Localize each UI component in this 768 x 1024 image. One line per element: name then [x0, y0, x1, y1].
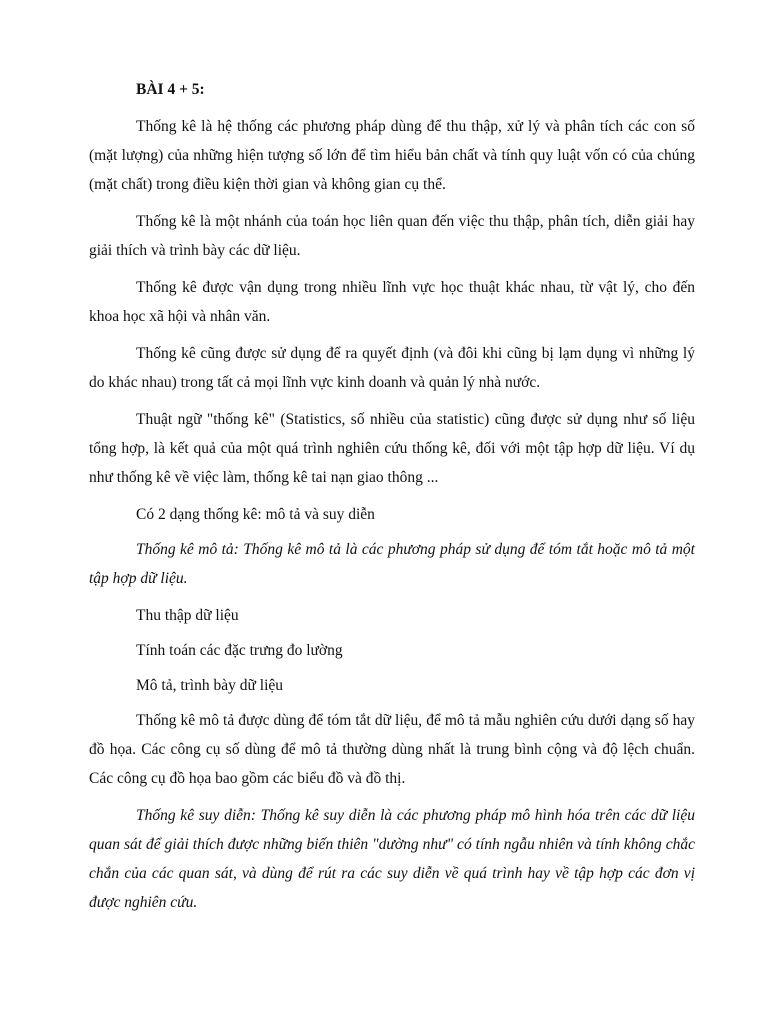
list-item-compute-measures: Tính toán các đặc trưng đo lường: [136, 642, 343, 659]
paragraph-applications: Thống kê được vận dụng trong nhiều lĩnh vực học thuật khác nhau, từ vật lý, cho đến khoa học xã hội và nhân văn.: [89, 279, 695, 325]
list-item-present-data: Mô tả, trình bày dữ liệu: [136, 677, 284, 694]
list-item-collect-data: Thu thập dữ liệu: [136, 607, 239, 624]
paragraph-descriptive-tools: Thống kê mô tả được dùng để tóm tắt dữ liệu, để mô tả mẫu nghiên cứu dưới dạng số hay đồ họa. Các công cụ số dùng để mô tả thường dùng nhất là trung bình cộng và độ lệch chuẩn. Các công cụ đồ họa bao gồm các biểu đồ và đồ thị.: [89, 712, 695, 787]
section-heading: BÀI 4 + 5:: [136, 81, 205, 98]
paragraph-descriptive-definition: Thống kê mô tả: Thống kê mô tả là các phương pháp sử dụng để tóm tắt hoặc mô tả một tập hợp dữ liệu.: [89, 541, 695, 587]
paragraph-terminology: Thuật ngữ "thống kê" (Statistics, số nhiều của statistic) cũng được sử dụng như số liệu tổng hợp, là kết quả của một quá trình nghiên cứu thống kê, đối với một tập hợp dữ liệu. Ví dụ như thống kê về việc làm, thống kê tai nạn giao thông ...: [89, 411, 695, 486]
paragraph-math-branch: Thống kê là một nhánh của toán học liên quan đến việc thu thập, phân tích, diễn giải hay giải thích và trình bày các dữ liệu.: [89, 213, 695, 259]
paragraph-inferential-definition: Thống kê suy diễn: Thống kê suy diễn là các phương pháp mô hình hóa trên các dữ liệu quan sát để giải thích được những biến thiên "dường như" có tính ngẫu nhiên và tính không chắc chắn của các quan sát, và dùng để rút ra các suy diễn về quá trình hay về tập hợp các đơn vị được nghiên cứu.: [89, 807, 695, 911]
document-body: [89, 80, 695, 925]
paragraph-two-types: Có 2 dạng thống kê: mô tả và suy diễn: [136, 506, 375, 523]
paragraph-definition: Thống kê là hệ thống các phương pháp dùng để thu thập, xử lý và phân tích các con số (mặt lượng) của những hiện tượng số lớn để tìm hiểu bản chất và tính quy luật vốn có của chúng (mặt chất) trong điều kiện thời gian và không gian cụ thể.: [89, 118, 695, 193]
paragraph-decision-making: Thống kê cũng được sử dụng để ra quyết định (và đôi khi cũng bị lạm dụng vì những lý do khác nhau) trong tất cả mọi lĩnh vực kinh doanh và quản lý nhà nước.: [89, 345, 695, 391]
